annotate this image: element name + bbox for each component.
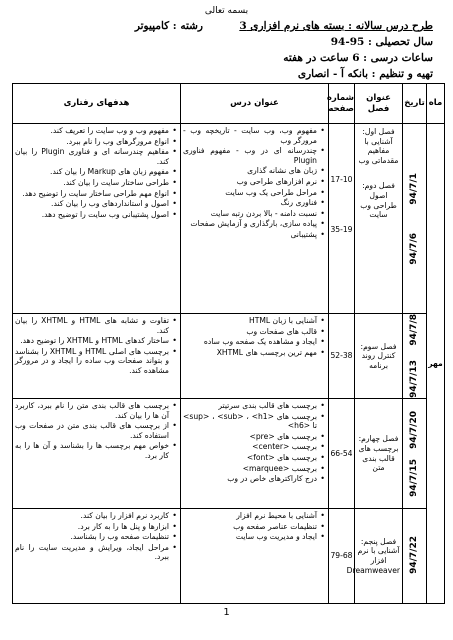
pages-cell (329, 509, 355, 604)
goal-item: • مفهوم زبان های Markup را بیان کند. (15, 167, 177, 177)
lesson-item: • برچسب های قالب بندی سرتیتر (183, 401, 325, 411)
table-row (13, 399, 445, 509)
goals-cell (13, 314, 181, 399)
lesson-item: • نرم افزارهای طراحی وب (183, 177, 325, 187)
goal-item: • ساختار کدهای HTML و XHTML را توضیح دهد. (15, 336, 177, 346)
bismillah-heading: بسمه تعالی (204, 6, 249, 16)
date-cell (403, 509, 427, 604)
lesson-cell (181, 399, 329, 509)
goals-cell (13, 399, 181, 509)
date-cell (403, 399, 427, 509)
plan-title: طرح درس سالانه : بسته های نرم افزاری 3 (239, 20, 433, 32)
lesson-item: • برچسب های <font> (183, 453, 325, 463)
lesson-cell (181, 124, 329, 314)
goals-cell (13, 509, 181, 604)
goal-item: • طراحی ساختار سایت را بیان کند. (15, 178, 177, 188)
lesson-item: • برچسب های <pre> (183, 432, 325, 442)
weekly-hours: ساعات درسی : 6 ساعت در هفته (283, 52, 433, 64)
lesson-plan-table (12, 83, 445, 604)
goal-item: • اصول پشتیبانی وب سایت را توضیح دهد. (15, 210, 177, 220)
header-chapter: عنوان فصل (355, 84, 403, 124)
date-cell (403, 314, 427, 399)
lesson-item: • برچسب <center> (183, 442, 325, 452)
header-pages: شماره صفحه (329, 84, 355, 124)
lesson-cell (181, 509, 329, 604)
lesson-item: • فناوری رنگ (183, 198, 325, 208)
table-header-row (13, 84, 445, 124)
header-date: تاریخ (403, 84, 427, 124)
goal-item: • برچسب های قالب بندی متن را نام ببرد، کاربرد آن ها را بیان کند. (15, 401, 177, 420)
chapter-cell (355, 399, 403, 509)
page-range: 17-10 (330, 175, 353, 184)
lesson-item: • آشنایی با زبان HTML (183, 316, 325, 326)
lesson-item: • زبان های نشانه گذاری (183, 166, 325, 176)
goal-item: • انواع مرورگرهای وب را نام ببرد. (15, 137, 177, 147)
goal-item: • مفهوم وب و وب سایت را تعریف کند. (15, 126, 177, 136)
goal-item: • مراحل ایجاد، ویرایش و مدیریت سایت را نام ببرد. (15, 543, 177, 562)
date-value: 94/7/13 (408, 359, 419, 398)
goal-item: • انواع مهم طراحی ساختار سایت را توضیح دهد. (15, 189, 177, 199)
lesson-item: • مراحل طراحی یک وب سایت (183, 188, 325, 198)
chapter-cell (355, 314, 403, 399)
lesson-item: • آشنایی با محیط نرم افزار (183, 511, 325, 521)
lesson-item: • مفهوم وب، وب سایت - تاریخچه وب - مرورگر وب (183, 126, 325, 145)
goal-item: • مفاهیم چندرسانه ای و فناوری Plugin را بیان کند. (15, 147, 177, 166)
goal-item: • برچسب های اصلی HTML و XHTML را بشناسد و بتواند صفحات وب ساده را ایجاد و در مرورگر مشاهده کند. (15, 347, 177, 376)
page-range: 66-54 (330, 448, 353, 458)
goals-cell (13, 124, 181, 314)
goal-item: • تفاوت و تشابه های HTML و XHTML را بیان کند. (15, 316, 177, 335)
date-value: 94/7/22 (408, 535, 419, 574)
academic-year: سال تحصیلی : 95-94 (330, 36, 433, 48)
lesson-item: • درج کاراکترهای خاص در وب (183, 474, 325, 484)
chapter-cell (355, 124, 403, 314)
lesson-item: • برچسب های <sup> ، <sub> ، <h1> تا <h6> (183, 412, 325, 431)
goal-item: • کاربرد نرم افزار را بیان کند. (15, 511, 177, 521)
lesson-cell (181, 314, 329, 399)
lesson-item: • ایجاد و مشاهده یک صفحه وب ساده (183, 337, 325, 347)
header-month: ماه (427, 84, 445, 124)
lesson-item: • ایجاد و مدیریت وب سایت (183, 532, 325, 542)
chapter-title: فصل دوم: اصول طراحی وب سایت (360, 181, 397, 220)
header-lesson: عنوان درس (181, 84, 329, 124)
date-value: 94/7/6 (408, 232, 419, 265)
page-range: 35-19 (330, 224, 353, 234)
date-value: 94/7/20 (408, 410, 419, 449)
lesson-item: • قالب های صفحات وب (183, 327, 325, 337)
field-label: رشته : کامپیوتر (134, 20, 203, 32)
lesson-item: • نسبت دامنه - بالا بردن رتبه سایت (183, 209, 325, 219)
header-goals: هدفهای رفتاری (13, 84, 181, 124)
date-value: 94/7/15 (408, 458, 419, 497)
lesson-item: • برچسب <marquee> (183, 464, 325, 474)
lesson-item: • تنظیمات عناصر صفحه وب (183, 522, 325, 532)
date-value: 94/7/8 (408, 314, 419, 346)
page-range: 52-38 (330, 351, 353, 361)
page-number: 1 (223, 607, 230, 618)
date-value: 94/7/1 (408, 172, 419, 205)
date-cell (403, 124, 427, 314)
lesson-item: • پیاده سازی، بارگذاری و آزمایش صفحات (183, 219, 325, 229)
chapter-title: فصل پنجم: آشنایی با نرم افزار Dreamweaver (346, 536, 400, 575)
table-row (13, 314, 445, 399)
goal-item: • اصول و استانداردهای وب را بیان کند. (15, 199, 177, 209)
goal-item: • تنظیمات صفحه وب را بشناسد. (15, 532, 177, 542)
lesson-item: • مهم ترین برچسب های XHTML (183, 348, 325, 358)
author-line: تهیه و تنظیم : بانکه آ - انصاری (297, 68, 433, 80)
chapter-title: فصل چهارم: برچسب های قالب بندی متن (358, 434, 399, 473)
goal-item: • ابزارها و پنل ها را به کار برد. (15, 522, 177, 532)
lesson-item: • چندرسانه ای در وب - مفهوم فناوری Plugin (183, 146, 325, 165)
chapter-title: فصل اول: آشنایی با مفاهیم مقدماتی وب (358, 127, 399, 165)
chapter-title: فصل سوم: کنترل روند برنامه (360, 341, 397, 370)
page-range: 79-68 (330, 551, 353, 561)
pages-cell (329, 399, 355, 509)
goal-item: • خواص مهم برچسب ها را بشناسد و آن ها را به کار برد. (15, 441, 177, 460)
goal-item: • از برچسب های قالب بندی متن در صفحات وب استفاده کند. (15, 421, 177, 440)
table-row (13, 124, 445, 314)
table-row (13, 509, 445, 604)
lesson-item: • پشتیبانی (183, 230, 325, 240)
pages-cell (329, 314, 355, 399)
pages-cell (329, 124, 355, 314)
month-cell: مهر (427, 124, 445, 604)
chapter-cell (346, 509, 403, 604)
